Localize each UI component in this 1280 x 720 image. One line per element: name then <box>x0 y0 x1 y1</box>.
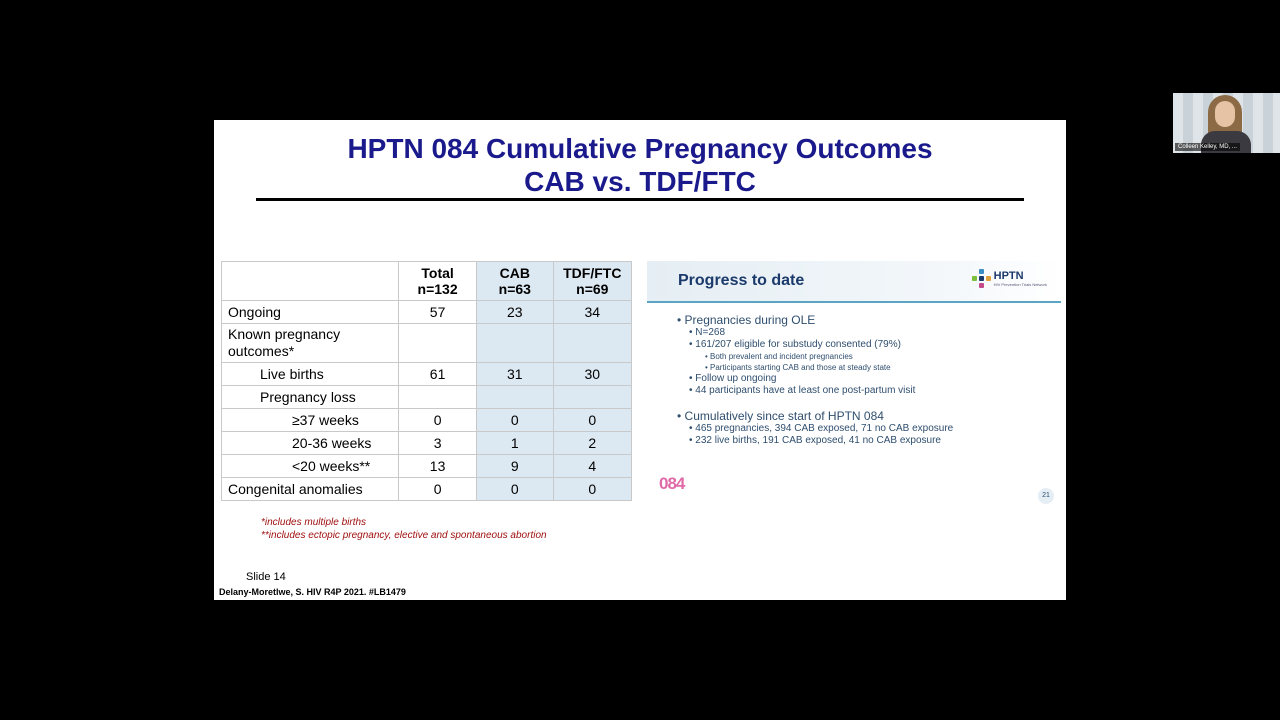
table-row <box>222 363 632 386</box>
citation: Delany-Moretlwe, S. HIV R4P 2021. #LB1479 <box>219 587 406 597</box>
bullet-item: • Cumulatively since start of HPTN 084 <box>677 409 884 423</box>
inset-title: Progress to date <box>678 272 805 289</box>
row-label: ≥37 weeks <box>222 409 399 432</box>
table-header-row <box>222 262 632 301</box>
slide-title-line2: CAB vs. TDF/FTC <box>524 166 756 197</box>
progress-inset-slide <box>647 261 1061 511</box>
footnote-multiple-births: *includes multiple births <box>261 517 367 528</box>
hptn-logo <box>972 269 1047 288</box>
cell-cab <box>477 386 554 409</box>
cell-cab <box>477 324 554 363</box>
slide-title <box>214 132 1066 198</box>
hptn-084-logo: 084 <box>659 474 685 493</box>
hptn-logo-icon <box>972 269 991 288</box>
hptn-logo-text: HPTN <box>993 269 1024 282</box>
footnotes <box>261 516 547 542</box>
table-header-total: Total n=132 <box>399 262 477 301</box>
bullet-item: • 232 live births, 191 CAB exposed, 41 no CAB exposure <box>689 435 941 446</box>
cell-tdf: 30 <box>553 363 631 386</box>
cell-total <box>399 324 477 363</box>
table-row <box>222 478 632 501</box>
table-row <box>222 432 632 455</box>
cell-total: 3 <box>399 432 477 455</box>
cell-total: 0 <box>399 478 477 501</box>
row-label: 20-36 weeks <box>222 432 399 455</box>
bullet-item: • 465 pregnancies, 394 CAB exposed, 71 no CAB exposure <box>689 423 954 434</box>
bullet-item: • Follow up ongoing <box>689 373 777 384</box>
cell-tdf: 0 <box>553 409 631 432</box>
row-label: Pregnancy loss <box>222 386 399 409</box>
bullet-item: • 44 participants have at least one post-partum visit <box>689 385 916 396</box>
table-row <box>222 324 632 363</box>
presentation-slide <box>214 120 1066 600</box>
cell-total: 61 <box>399 363 477 386</box>
table-row <box>222 301 632 324</box>
cell-cab: 0 <box>477 478 554 501</box>
cell-tdf: 4 <box>553 455 631 478</box>
cell-cab: 23 <box>477 301 554 324</box>
cell-cab: 1 <box>477 432 554 455</box>
cell-tdf: 34 <box>553 301 631 324</box>
table-row <box>222 409 632 432</box>
inset-header <box>647 261 1061 303</box>
cell-total: 57 <box>399 301 477 324</box>
row-label: Live births <box>222 363 399 386</box>
bullet-item: • N=268 <box>689 327 726 338</box>
table-header-tdf: TDF/FTC n=69 <box>553 262 631 301</box>
bullet-item: • Participants starting CAB and those at steady state <box>705 363 891 372</box>
table-row <box>222 455 632 478</box>
slide-title-line1: HPTN 084 Cumulative Pregnancy Outcomes <box>347 133 933 164</box>
bullet-item: • 161/207 eligible for substudy consented (79%) <box>689 339 901 350</box>
inset-bullet-list <box>677 313 953 447</box>
pregnancy-outcomes-table <box>221 261 632 501</box>
cell-total: 0 <box>399 409 477 432</box>
title-divider <box>256 198 1024 201</box>
inset-page-number: 21 <box>1038 488 1054 504</box>
table-header-cab: CAB n=63 <box>477 262 554 301</box>
cell-total <box>399 386 477 409</box>
slide-number: Slide 14 <box>246 571 286 583</box>
participant-video-tile[interactable] <box>1173 93 1280 153</box>
row-label: Ongoing <box>222 301 399 324</box>
cell-total: 13 <box>399 455 477 478</box>
row-label: <20 weeks** <box>222 455 399 478</box>
row-label: Known pregnancy outcomes* <box>222 324 399 363</box>
participant-name: Colleen Kelley, MD, ... <box>1175 143 1240 151</box>
cell-tdf <box>553 386 631 409</box>
cell-tdf: 0 <box>553 478 631 501</box>
bullet-item: • Both prevalent and incident pregnancies <box>705 352 853 361</box>
table-header-empty <box>222 262 399 301</box>
cell-cab: 9 <box>477 455 554 478</box>
footnote-pregnancy-loss: **includes ectopic pregnancy, elective and spontaneous abortion <box>261 530 547 541</box>
row-label: Congenital anomalies <box>222 478 399 501</box>
cell-tdf: 2 <box>553 432 631 455</box>
bullet-item: • Pregnancies during OLE <box>677 313 816 327</box>
cell-tdf <box>553 324 631 363</box>
cell-cab: 0 <box>477 409 554 432</box>
hptn-logo-subtext: HIV Prevention Trials Network <box>993 281 1047 287</box>
cell-cab: 31 <box>477 363 554 386</box>
table-row <box>222 386 632 409</box>
